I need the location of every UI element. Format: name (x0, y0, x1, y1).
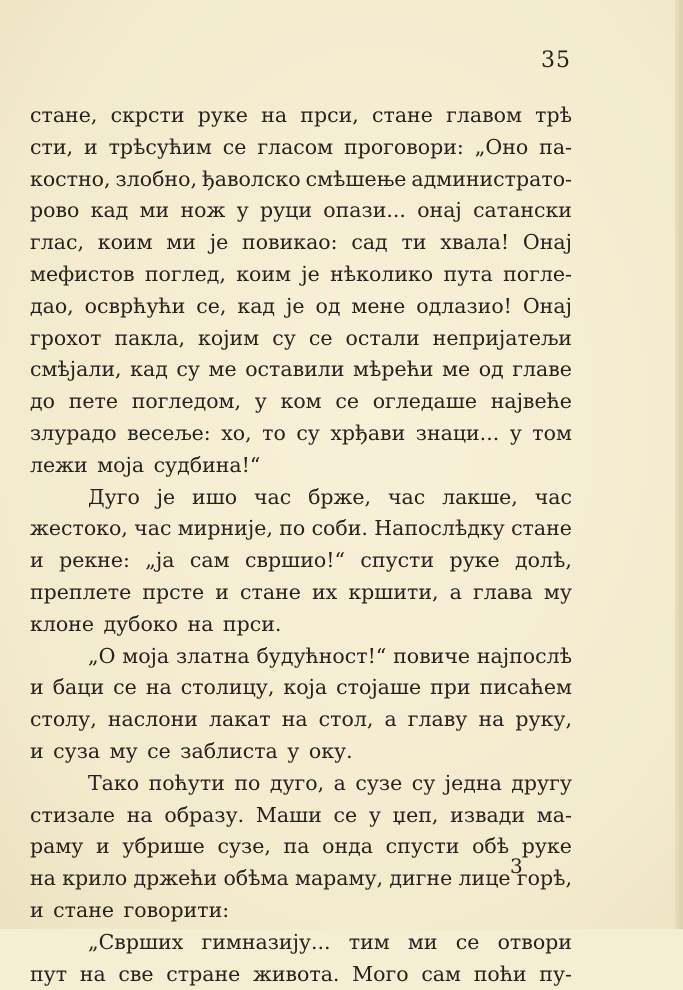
text-line: мефистов поглед, коим је нѣколико пута погле- (30, 261, 572, 286)
page-number: 35 (541, 48, 571, 73)
text-line: Тако поћути по дуго, а сузе су једна другу (88, 770, 572, 795)
text-line: стизале на образу. Маши се у џеп, извади ма- (30, 802, 572, 827)
text-line: сти, и трѣсућим се гласом проговори: „Оно па- (30, 134, 572, 159)
body-text (30, 100, 572, 990)
text-line: жестоко, час мирније, по соби. Напослѣдку стане (30, 516, 572, 541)
text-line: Дуго је ишо час брже, час лакше, час (88, 484, 572, 509)
text-line: раму и убрише сузе, па онда спусти обѣ руке (30, 834, 572, 859)
text-line: костно, злобно, ђаволско смѣшење администрато- (30, 166, 572, 191)
text-line: и рекне: „ја сам свршио!“ спусти руке долѣ, (30, 548, 572, 573)
text-line: рово кад ми нож у руци опази... онај сатански (30, 198, 572, 223)
text-line: пут на све стране живота. Мого сам поћи пу- (30, 961, 572, 986)
text-line: грохот пакла, којим су се остали непријатељи (30, 325, 572, 350)
text-line: „Сврших гимназију... тим ми се отвори (88, 929, 572, 954)
text-line: злурадо весеље: хо, то су хрђави знаци... у том (30, 420, 572, 445)
text-line: лежи моја судбина!“ (30, 452, 261, 477)
text-line: дао, осврћући се, кад је од мене одлазио! Онај (30, 293, 572, 318)
text-line: стане, скрсти руке на прси, стане главом трѣ (30, 103, 572, 127)
text-line: и суза му се заблиста у оку. (30, 738, 353, 763)
signature-mark: 3 (510, 854, 523, 878)
text-line: глас, коим ми је повикао: сад ти хвала! Онај (30, 230, 572, 255)
text-line: „О моја златна будућност!“ повиче најпослѣ (88, 643, 572, 668)
text-line: столу, наслони лакат на стол, а главу на руку, (30, 707, 572, 732)
text-line: и баци се на столицу, која стојаше при писаћем (30, 675, 572, 700)
text-line: клоне дубоко на прси. (30, 611, 282, 636)
text-line: преплете прсте и стане их кршити, а глава му (30, 579, 572, 604)
text-line: смѣјали, кад су ме оставили мѣрећи ме од главе (30, 357, 572, 382)
text-line: и стане говорити: (30, 897, 230, 922)
text-line: до пете погледом, у ком се огледаше највеће (30, 389, 572, 414)
text-line: на крило држећи обѣма мараму, дигне лице горѣ, (30, 866, 572, 891)
page-edge (675, 0, 683, 929)
